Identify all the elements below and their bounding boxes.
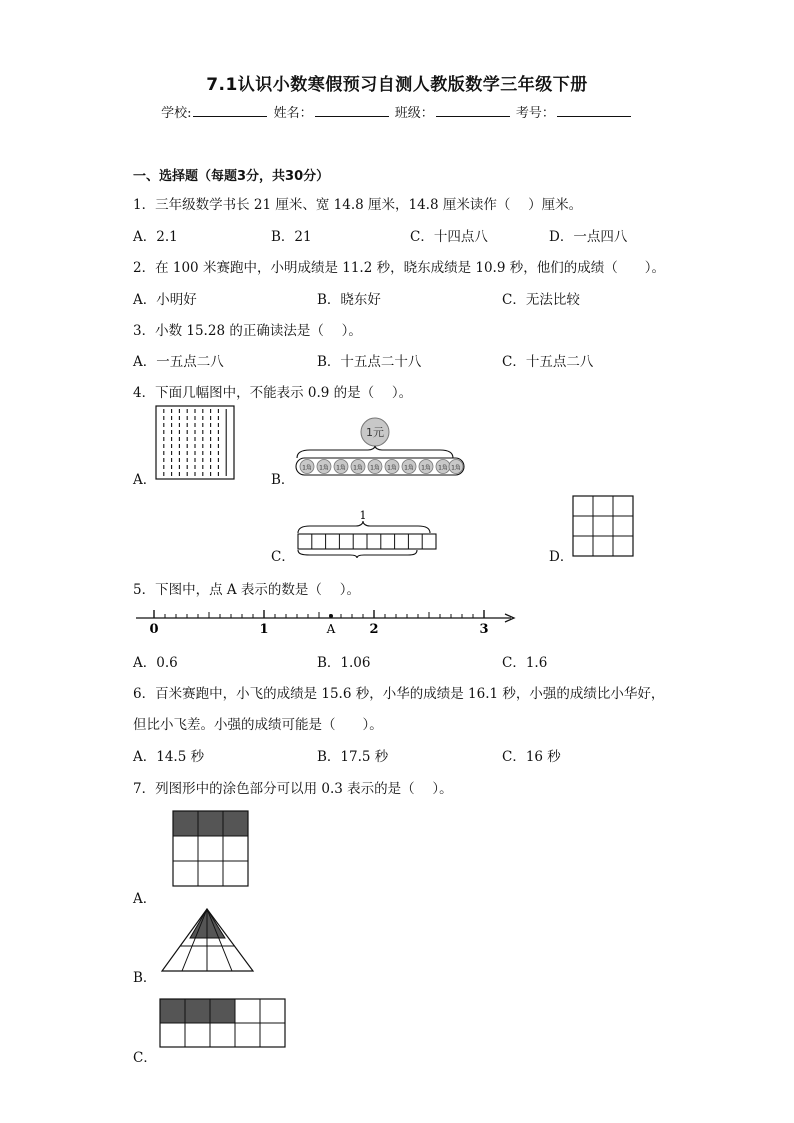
q6-option-c[interactable]: C．16 秒 <box>502 749 561 765</box>
q6-option-b[interactable]: B．17.5 秒 <box>317 749 389 765</box>
coin-one-jiao-label: 1角 <box>370 464 380 472</box>
bracket-one-label: 1 <box>359 509 367 522</box>
q4-option-c-label[interactable]: C． <box>271 549 295 565</box>
q4-figure-c <box>290 508 450 558</box>
q4-option-d-label[interactable]: D． <box>549 549 574 565</box>
q5-option-a[interactable]: A．0.6 <box>133 655 178 671</box>
q1-option-c[interactable]: C．十四点八 <box>410 229 488 245</box>
name-label: 姓名： <box>273 106 313 121</box>
q5-number-line <box>133 600 523 640</box>
q7-option-c-label[interactable]: C． <box>133 1050 157 1066</box>
q1-option-a[interactable]: A．2.1 <box>133 229 178 245</box>
axis-label-a: A <box>326 622 336 636</box>
q5-option-b[interactable]: B．1.06 <box>317 655 371 671</box>
q7-figure-b <box>160 908 256 972</box>
coin-one-jiao-label: 1角 <box>404 464 414 472</box>
class-label: 班级： <box>394 106 434 121</box>
axis-label-1: 1 <box>259 622 269 637</box>
q3-option-c[interactable]: C．十五点二八 <box>502 354 594 370</box>
school-field[interactable] <box>193 104 267 117</box>
name-field[interactable] <box>315 104 389 117</box>
student-info-line <box>0 102 794 121</box>
q4-figure-b <box>290 414 470 480</box>
q2-option-a[interactable]: A．小明好 <box>133 292 197 308</box>
axis-label-3: 3 <box>479 622 489 637</box>
q7-option-a-label[interactable]: A． <box>133 891 157 907</box>
q4-figure-d <box>572 495 636 557</box>
exam-no-label: 考号： <box>515 106 555 121</box>
q2-option-c[interactable]: C．无法比较 <box>502 292 580 308</box>
q2-stem: 2．在 100 米赛跑中，小明成绩是 11.2 秒，晓东成绩是 10.9 秒，他们的成绩（ ）。 <box>133 260 665 276</box>
section-heading: 一、选择题（每题3分，共30分） <box>133 169 330 184</box>
class-field[interactable] <box>436 104 510 117</box>
point-a <box>329 614 333 618</box>
q7-stem: 7．列图形中的涂色部分可以用 0.3 表示的是（ ）。 <box>133 781 453 797</box>
q7-figure-c <box>159 998 289 1050</box>
coin-one-jiao-label: 1角 <box>421 464 431 472</box>
q7-figure-a <box>172 810 250 888</box>
q1-option-b[interactable]: B．21 <box>271 229 312 245</box>
exam-no-field[interactable] <box>557 104 631 117</box>
q4-option-a-label[interactable]: A． <box>133 472 157 488</box>
q4-stem: 4．下面几幅图中，不能表示 0.9 的是（ ）。 <box>133 385 413 401</box>
q5-stem: 5．下图中，点 A 表示的数是（ ）。 <box>133 582 360 598</box>
q6-stem-line2: 但比小飞差。小强的成绩可能是（ ）。 <box>133 717 383 733</box>
q7-option-b-label[interactable]: B． <box>133 970 157 986</box>
coin-one-jiao-label: 1角 <box>438 464 448 472</box>
coin-one-yuan-label: 1元 <box>366 426 384 439</box>
q5-option-c[interactable]: C．1.6 <box>502 655 548 671</box>
coin-one-jiao-label: 1角 <box>336 464 346 472</box>
coin-one-jiao-label: 1角 <box>302 464 312 472</box>
school-label: 学校: <box>161 106 192 121</box>
q3-option-b[interactable]: B．十五点二十八 <box>317 354 422 370</box>
q1-option-d[interactable]: D．一点四八 <box>549 229 628 245</box>
q2-option-b[interactable]: B．晓东好 <box>317 292 381 308</box>
coin-one-jiao-label: 1角 <box>387 464 397 472</box>
page-title: 7.1认识小数寒假预习自测人教版数学三年级下册 <box>206 75 588 95</box>
axis-label-0: 0 <box>149 622 159 637</box>
q1-stem: 1．三年级数学书长 21 厘米、宽 14.8 厘米，14.8 厘米读作（ ）厘米。 <box>133 197 583 213</box>
axis-label-2: 2 <box>369 622 379 637</box>
q3-option-a[interactable]: A．一五点二八 <box>133 354 224 370</box>
coin-one-jiao-label: 1角 <box>319 464 329 472</box>
q6-option-a[interactable]: A．14.5 秒 <box>133 749 205 765</box>
q4-option-b-label[interactable]: B． <box>271 472 295 488</box>
q3-stem: 3．小数 15.28 的正确读法是（ ）。 <box>133 323 362 339</box>
coin-one-jiao-label: 1角 <box>353 464 363 472</box>
q4-figure-a <box>155 405 237 481</box>
q6-stem-line1: 6．百米赛跑中，小飞的成绩是 15.6 秒，小华的成绩是 16.1 秒，小强的成绩比小华好， <box>133 686 665 702</box>
coin-one-jiao-label: 1角 <box>451 464 461 472</box>
